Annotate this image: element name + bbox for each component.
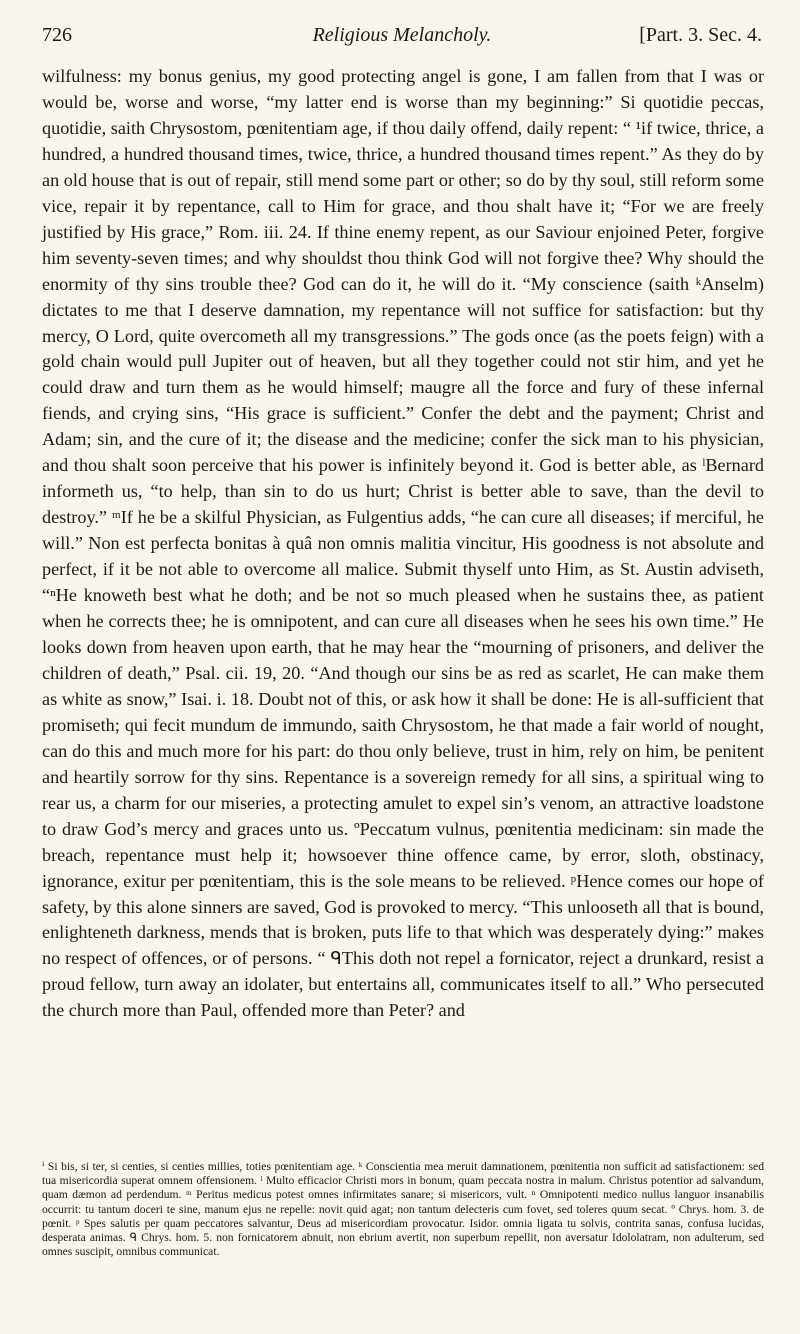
section-label: [Part. 3. Sec. 4. bbox=[639, 24, 762, 46]
body-text bbox=[42, 64, 764, 1024]
footnotes-text: ⁱ Si bis, si ter, si centies, si centies millies, toties pœnitentiam age. ᵏ Conscientia mea meruit damnationem, pœnitentia non sufficit ad satisfactionem: sed tua misericordia superat omnem offensionem. ˡ Multo efficacior Christi mors in bonum, quam peccata nostra in malum. Christus potentior ad salvandum, quam dæmon ad perdendum. ᵐ Peritus medicus potest omnes infirmitates sanare; si misericors, vult. ⁿ Omnipotenti medico nullus languor insanabilis occurrit: tu tantum doceri te sine, manum ejus ne repelle: novit quid agat; non tantum delecteris cum fovet, sed toleres quum secat. º Chrys. hom. 3. de pœnit. ᵖ Spes salutis per quam peccatores salvantur, Deus ad misericordiam provocatur. Isidor. omnia ligata tu solvis, contrita sanas, confusa lucidas, desperata animas. ᑫ Chrys. hom. 5. non fornicatorem abnuit, non ebrium avertit, non superbum repellit, non aversatur Idololatram, non adulterum, sed omnes suscipit, omnibus communicat. bbox=[42, 1160, 764, 1259]
page-number: 726 bbox=[42, 24, 72, 46]
body-paragraph: wilfulness: my bonus genius, my good protecting angel is gone, I am fallen from that I was or would be, worse and worse, “my latter end is worse than my beginning:” Si quotidie peccas, quotidie, saith Chrysostom, pœnitentiam age, if thou daily offend, daily repent: “ ¹if twice, thrice, a hundred, a hundred thousand times, twice, thrice, a hundred thousand times repent.” As they do by an old house that is out of repair, still mend some part or other; so do by thy soul, still reform some vice, repair it by repentance, call to Him for grace, and thou shalt have it; “For we are freely justified by His grace,” Rom. iii. 24. If thine enemy repent, as our Saviour enjoined Peter, forgive him seventy-seven times; and why shouldst thou think God will not forgive thee? Why should the enormity of thy sins trouble thee? God can do it, he will do it. “My conscience (saith ᵏAnselm) dictates to me that I deserve damnation, my repentance will not suffice for satisfaction: but thy mercy, O Lord, quite overcometh all my transgressions.” The gods once (as the poets feign) with a gold chain would pull Jupiter out of heaven, but all they together could not stir him, and yet he could draw and turn them as he would himself; maugre all the force and fury of these infernal fiends, and crying sins, “His grace is sufficient.” Confer the debt and the payment; Christ and Adam; sin, and the cure of it; the disease and the medicine; confer the sick man to his physician, and thou shalt soon perceive that his power is infinitely beyond it. God is better able, as ˡBernard informeth us, “to help, than sin to do us hurt; Christ is better able to save, than the devil to destroy.” ᵐIf he be a skilful Physician, as Fulgentius adds, “he can cure all diseases; if merciful, he will.” Non est perfecta bonitas à quâ non omnis malitia vincitur, His goodness is not absolute and perfect, if it be not able to overcome all malice. Submit thyself unto Him, as St. Austin adviseth, “ⁿHe knoweth best what he doth; and be not so much pleased when he sustains thee, as patient when he corrects thee; he is omnipotent, and can cure all diseases when he sees his own time.” He looks down from heaven upon earth, that he may hear the “mourning of prisoners, and deliver the children of death,” Psal. cii. 19, 20. “And though our sins be as red as scarlet, He can make them as white as snow,” Isai. i. 18. Doubt not of this, or ask how it shall be done: He is all-sufficient that promiseth; qui fecit mundum de immundo, saith Chrysostom, he that made a fair world of nought, can do this and much more for his part: do thou only believe, trust in him, rely on him, be penitent and heartily sorrow for thy sins. Repentance is a sovereign remedy for all sins, a spiritual wing to rear us, a charm for our miseries, a protecting amulet to expel sin’s venom, an attractive loadstone to draw God’s mercy and graces unto us. ºPeccatum vulnus, pœnitentia medicinam: sin made the breach, repentance must help it; howsoever thine offence came, by error, sloth, obstinacy, ignorance, exitur per pœnitentiam, this is the sole means to be relieved. ᵖHence comes our hope of safety, by this alone sinners are saved, God is provoked to mercy. “This unlooseth all that is bound, enlighteneth darkness, mends that is broken, puts life to that which was desperately dying:” makes no respect of offences, or of persons. “ ᑫThis doth not repel a fornicator, reject a drunkard, resist a proud fellow, turn away an idolater, but entertains all, communicates itself to all.” Who persecuted the church more than Paul, offended more than Peter? and bbox=[42, 66, 764, 1021]
footnotes bbox=[42, 1160, 764, 1259]
running-title: Religious Melancholy. bbox=[312, 24, 492, 46]
page-header bbox=[42, 20, 762, 50]
